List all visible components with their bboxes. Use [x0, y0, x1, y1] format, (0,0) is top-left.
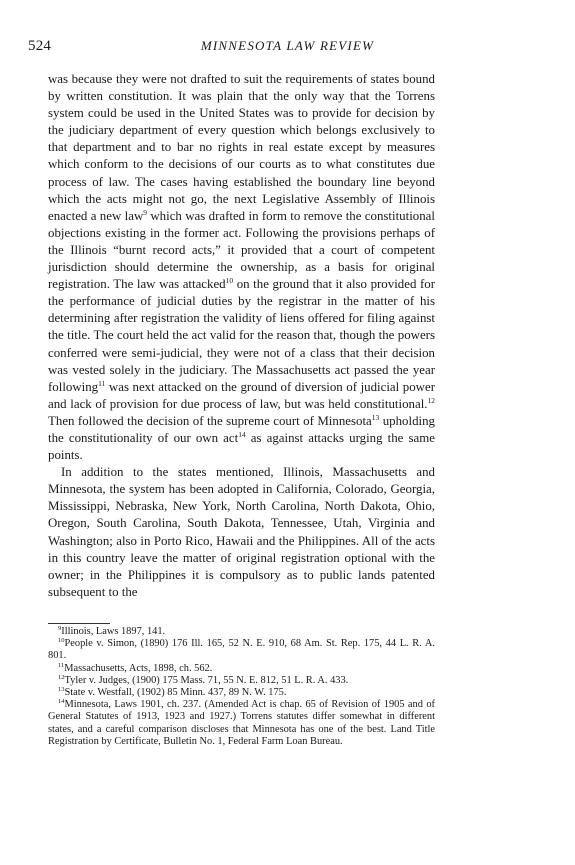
footnote-number: 10 [58, 637, 65, 645]
footnote-ref-11: 11 [98, 378, 106, 388]
footnote-text: State v. Westfall, (1902) 85 Minn. 437, 89 N. W. 175. [64, 687, 287, 699]
paragraph-1-text: Then followed the decision of the supreme court of Minnesota [48, 413, 372, 428]
footnote-ref-13: 13 [371, 412, 380, 422]
page-header [0, 38, 575, 58]
paragraph-1-text: upholding the constitutionality of our own act [48, 413, 435, 445]
footnote-ref-14: 14 [238, 429, 246, 439]
footnote-12 [48, 675, 435, 687]
footnote-number: 14 [58, 698, 65, 706]
footnote-number: 11 [58, 661, 65, 669]
footnote-number: 12 [58, 673, 65, 681]
paragraph-2: In addition to the states mentioned, Illinois, Massachusetts and Minnesota, the system has been adopted in California, Colorado, Georgia, Mississippi, Nebraska, New York, North Carolina, North Dakota, Ohio, Oregon, South Carolina, South Dakota, Tennessee, Utah, Virginia and Washington; also in Porto Rico, Hawaii and the Philippines. All of the acts in this country leave the matter of original registration optional with the owner; in the Philippines it is compulsory as to public lands patented subsequent to the [48, 465, 435, 599]
footnote-ref-9: 9 [143, 207, 147, 217]
footnote-10 [48, 638, 435, 662]
footnote-divider [48, 623, 110, 624]
running-head: MINNESOTA LAW REVIEW [200, 38, 375, 53]
paragraph-1-text: on the ground that it also provided for the performance of judicial duties by the registrar in the matter of his determining after registration the validity of liens offered for filing against the title. The court held the act valid for the reason that, though the powers conferred were semi-judicial, they were not of a class that their decision was vested solely in the judiciary. The Massachusetts act passed the year following [48, 277, 435, 394]
paragraph-1-text: which was drafted in form to remove the constitutional objections existing in the former act. Following the provisions perhaps of the Illinois “burnt record acts,” it provided that a court of competent jurisdiction should determine the ownership, as a basis for original registration. The law was attacked [48, 208, 435, 292]
page-number: 524 [28, 38, 52, 54]
footnote-number: 9 [58, 625, 62, 632]
footnote-ref-10: 10 [225, 276, 234, 286]
paragraph-1-text: as against attacks urging the same points. [48, 430, 435, 463]
footnote-13 [48, 687, 435, 699]
footnote-text: Minnesota, Laws 1901, ch. 237. (Amended Act is chap. 65 of Revision of 1905 and of General Statutes of 1913, 1923 and 1927.) Torrens statutes differ somewhat in different states, and a careful comparison discloses that Minnesota has one of the best. Land Title Registration by Certificate, Bulletin No. 1, Federal Farm Loan Bureau. [48, 699, 435, 747]
footnote-text: Tyler v. Judges, (1900) 175 Mass. 71, 55 N. E. 812, 51 L. R. A. 433. [64, 674, 349, 686]
footnote-text: Illinois, Laws 1897, 141. [61, 626, 166, 637]
footnote-ref-12: 12 [427, 395, 435, 405]
paragraph-1 [48, 71, 435, 464]
paragraph-1-text: was because they were not drafted to suit the requirements of states bound by written constitution. It was plain that the only way that the Torrens system could be used in the United States was to provide for decision by the judiciary department of every question which belongs exclusively to that department and to bar no rights in real estate except by measures which conform to the decisions of our courts as to what constitutes due process of law. The cases having established the boundary line beyond which the acts might not go, the next Legislative Assembly of Illinois enacted a new law [48, 72, 435, 223]
footnote-14 [48, 699, 435, 748]
paragraph-1-text: was next attacked on the ground of diversion of judicial power and lack of provision for due process of law, but was held constitutional. [48, 379, 435, 411]
footnote-9 [48, 626, 435, 638]
body-text [48, 71, 435, 601]
footnotes [48, 626, 435, 748]
footnote-number: 13 [58, 686, 65, 694]
footnote-11 [48, 663, 435, 675]
footnote-text: People v. Simon, (1890) 176 Ill. 165, 52 N. E. 910, 68 Am. St. Rep. 175, 44 L. R. A. 801. [48, 638, 435, 662]
footnote-text: Massachusetts, Acts, 1898, ch. 562. [64, 662, 213, 674]
